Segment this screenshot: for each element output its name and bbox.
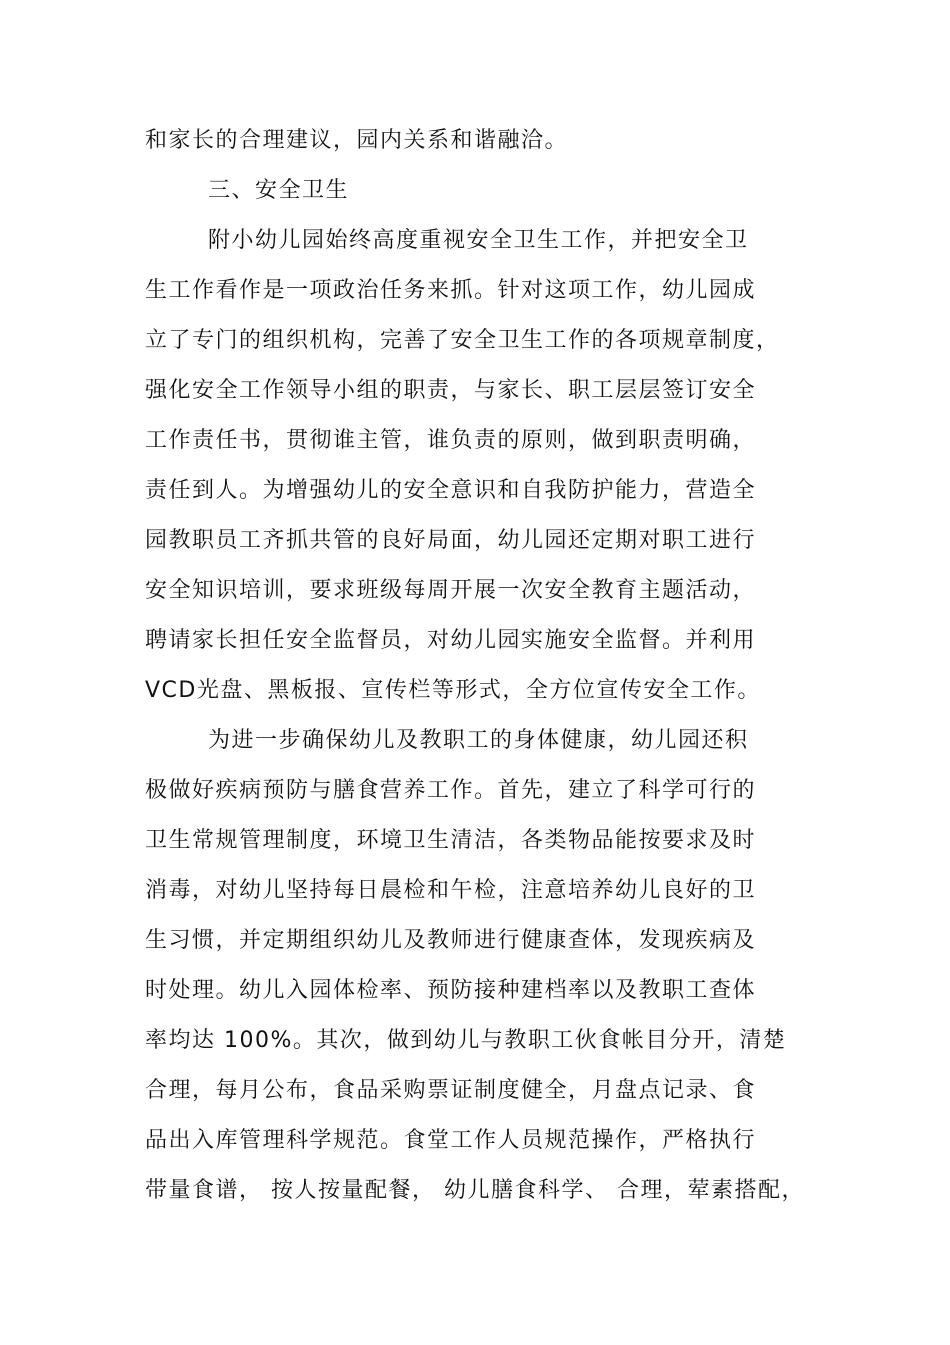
- section-heading: 三、安全卫生: [208, 178, 350, 203]
- text-line: 园教职员工齐抓共管的良好局面，幼儿园还定期对职工进行: [145, 528, 757, 553]
- text-line: 安全知识培训，要求班级每周开展一次安全教育主题活动，: [145, 578, 757, 603]
- text-line: 合理，每月公布，食品采购票证制度健全，月盘点记录、食: [145, 1078, 757, 1103]
- text-line: 工作责任书，贯彻谁主管，谁负责的原则，做到职责明确，: [145, 428, 757, 453]
- text-line: 为进一步确保幼儿及教职工的身体健康，幼儿园还积: [208, 728, 749, 753]
- text-line: 附小幼儿园始终高度重视安全卫生工作，并把安全卫: [208, 228, 749, 253]
- text-line: 强化安全工作领导小组的职责，与家长、职工层层签订安全: [145, 378, 757, 403]
- text-line: 品出入库管理科学规范。食堂工作人员规范操作，严格执行: [145, 1128, 757, 1153]
- text-line: 和家长的合理建议，园内关系和谐融洽。: [145, 128, 569, 153]
- text-line: VCD光盘、黑板报、宣传栏等形式，全方位宣传安全工作。: [145, 678, 761, 703]
- text-line: 时处理。幼儿入园体检率、预防接种建档率以及教职工查体: [145, 978, 757, 1003]
- text-line: 责任到人。为增强幼儿的安全意识和自我防护能力，营造全: [145, 478, 757, 503]
- text-line: 立了专门的组织机构，完善了安全卫生工作的各项规章制度，: [145, 328, 780, 353]
- text-line: 带量食谱， 按人按量配餐， 幼儿膳食科学、 合理，荤素搭配，: [145, 1178, 805, 1203]
- text-line: 生工作看作是一项政治任务来抓。针对这项工作，幼儿园成: [145, 278, 757, 303]
- text-line: 聘请家长担任安全监督员，对幼儿园实施安全监督。并利用: [145, 628, 757, 653]
- text-line: 率均达 100%。其次，做到幼儿与教职工伙食帐目分开，清楚: [145, 1028, 787, 1053]
- text-line: 消毒，对幼儿坚持每日晨检和午检，注意培养幼儿良好的卫: [145, 878, 757, 903]
- text-line: 卫生常规管理制度，环境卫生清洁，各类物品能按要求及时: [145, 828, 757, 853]
- text-line: 极做好疾病预防与膳食营养工作。首先，建立了科学可行的: [145, 778, 757, 803]
- text-line: 生习惯，并定期组织幼儿及教师进行健康查体，发现疾病及: [145, 928, 757, 953]
